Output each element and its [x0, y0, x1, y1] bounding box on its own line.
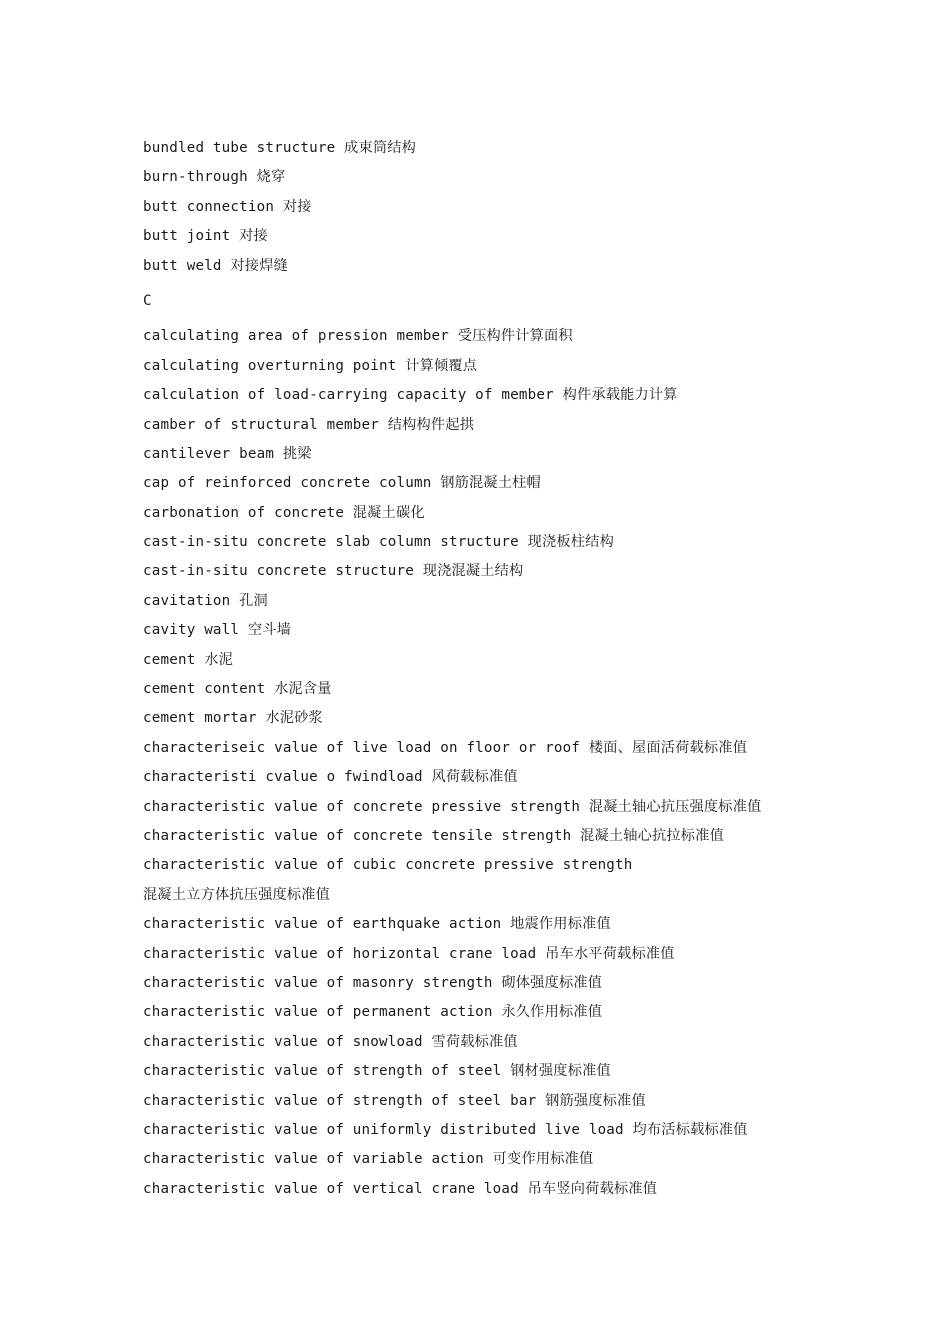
glossary-entry: cantilever beam 挑梁 [143, 445, 312, 462]
glossary-entry: butt weld 对接焊缝 [143, 257, 288, 274]
glossary-entry: characteristic value of variable action 可变作用标准值 [143, 1151, 594, 1168]
glossary-entry: characteristic value of vertical crane load 吊车竖向荷载标准值 [143, 1180, 658, 1197]
glossary-entry: characteristi cvalue o fwindload 风荷载标准值 [143, 769, 518, 786]
glossary-entry: cast-in-situ concrete structure 现浇混凝土结构 [143, 563, 524, 580]
glossary-entry: characteristic value of snowload 雪荷载标准值 [143, 1033, 518, 1050]
glossary-entry: characteristic value of concrete tensile strength 混凝土轴心抗拉标准值 [143, 827, 724, 844]
glossary-entry: butt connection 对接 [143, 198, 312, 215]
glossary-entry: characteriseic value of live load on floor or roof 楼面、屋面活荷载标准值 [143, 739, 748, 756]
glossary-page [143, 134, 923, 1204]
glossary-entry: characteristic value of concrete pressive strength 混凝土轴心抗压强度标准值 [143, 798, 762, 815]
glossary-entry: cement mortar 水泥砂浆 [143, 710, 323, 727]
glossary-entry: cast-in-situ concrete slab column structure 现浇板柱结构 [143, 534, 614, 551]
glossary-entry: carbonation of concrete 混凝土碳化 [143, 504, 425, 521]
glossary-entry: characteristic value of permanent action 永久作用标准值 [143, 1004, 603, 1021]
glossary-entry: cavity wall 空斗墙 [143, 622, 292, 639]
glossary-entry-continuation: 混凝土立方体抗压强度标准值 [143, 886, 331, 903]
glossary-entry: cavitation 孔洞 [143, 592, 268, 609]
glossary-entry: calculating area of pression member 受压构件计算面积 [143, 328, 573, 345]
glossary-entry: burn-through 烧穿 [143, 169, 286, 186]
glossary-entry: characteristic value of strength of steel 钢材强度标准值 [143, 1063, 611, 1080]
section-letter-heading: C [143, 292, 152, 309]
glossary-entry: characteristic value of uniformly distributed live load 均布活标载标准值 [143, 1121, 748, 1138]
glossary-entry: camber of structural member 结构构件起拱 [143, 416, 475, 433]
glossary-entry: characteristic value of horizontal crane load 吊车水平荷载标准值 [143, 945, 675, 962]
glossary-entry: calculating overturning point 计算倾覆点 [143, 357, 478, 374]
glossary-entry: characteristic value of earthquake action 地震作用标准值 [143, 916, 611, 933]
glossary-entry: cap of reinforced concrete column 钢筋混凝土柱帽 [143, 475, 541, 492]
glossary-entry: cement content 水泥含量 [143, 681, 332, 698]
glossary-entry: bundled tube structure 成束筒结构 [143, 140, 416, 156]
glossary-entry: characteristic value of masonry strength 砌体强度标准值 [143, 974, 603, 991]
glossary-entry: calculation of load-carrying capacity of member 构件承载能力计算 [143, 387, 678, 404]
glossary-entry: characteristic value of cubic concrete pressive strength [143, 857, 633, 874]
glossary-entry: butt joint 对接 [143, 228, 268, 245]
glossary-entry: characteristic value of strength of steel bar 钢筋强度标准值 [143, 1092, 646, 1109]
glossary-entry: cement 水泥 [143, 651, 233, 668]
